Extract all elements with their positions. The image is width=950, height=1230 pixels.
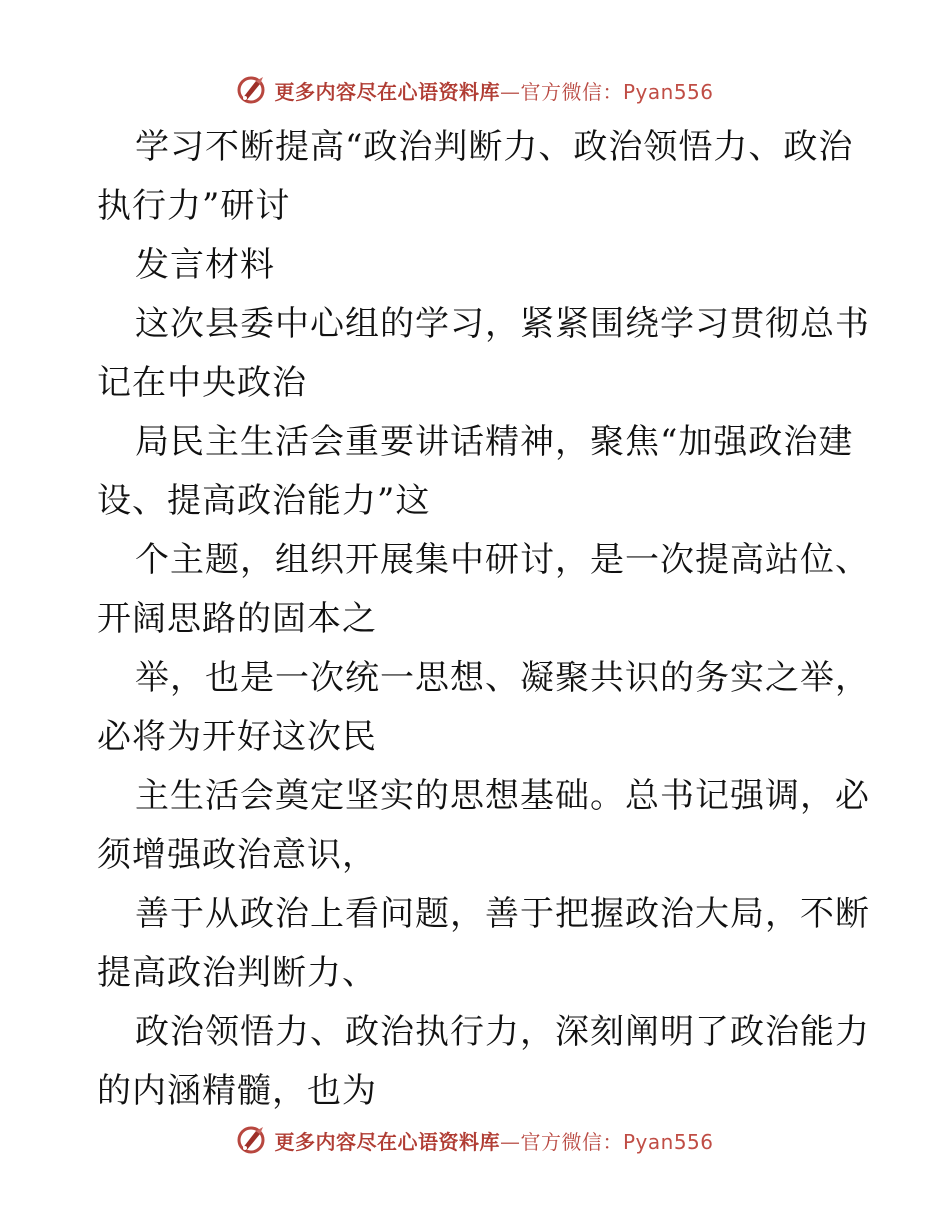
document-line: 设、提高政治能力”这 — [97, 481, 431, 521]
document-line: 这次县委中心组的学习，紧紧围绕学习贯彻总书 — [135, 304, 870, 344]
document-line: 执行力”研讨 — [97, 186, 291, 226]
footer-brand: 更多内容尽在心语资料库 — [274, 1129, 500, 1154]
document-line: 必将为开好这次民 — [97, 717, 377, 757]
document-line: 局民主生活会重要讲话精神，聚焦“加强政治建 — [135, 422, 854, 462]
document-line: 的内涵精髓，也为 — [97, 1071, 377, 1111]
header-wechat-label: 官方微信： — [520, 79, 623, 104]
document-line: 主生活会奠定坚实的思想基础。总书记强调，必 — [135, 776, 870, 816]
document-line: 个主题，组织开展集中研讨，是一次提高站位、 — [135, 540, 870, 580]
document-line: 学习不断提高“政治判断力、政治领悟力、政治 — [135, 127, 854, 167]
quill-pen-logo-icon — [236, 75, 266, 105]
footer-banner-text — [274, 1126, 713, 1155]
document-line: 开阔思路的固本之 — [97, 599, 377, 639]
header-banner-text — [274, 76, 713, 105]
document-line: 提高政治判断力、 — [97, 953, 377, 993]
document-line: 须增强政治意识， — [97, 835, 377, 875]
document-line: 记在中央政治 — [97, 363, 307, 403]
header-brand: 更多内容尽在心语资料库 — [274, 79, 500, 104]
document-line: 政治领悟力、政治执行力，深刻阐明了政治能力 — [135, 1012, 870, 1052]
document-line: 善于从政治上看问题，善于把握政治大局，不断 — [135, 894, 870, 934]
footer-separator: — — [499, 1129, 521, 1154]
footer-wechat-id: Pyan556 — [622, 1129, 714, 1154]
quill-pen-logo-icon — [236, 1125, 266, 1155]
document-line: 举，也是一次统一思想、凝聚共识的务实之举， — [135, 658, 870, 698]
header-banner — [0, 70, 950, 110]
footer-wechat-label: 官方微信： — [520, 1129, 623, 1154]
footer-banner — [0, 1120, 950, 1160]
document-line: 发言材料 — [135, 245, 275, 285]
header-separator: — — [499, 79, 521, 104]
document-body — [97, 118, 870, 1121]
header-wechat-id: Pyan556 — [622, 79, 714, 104]
